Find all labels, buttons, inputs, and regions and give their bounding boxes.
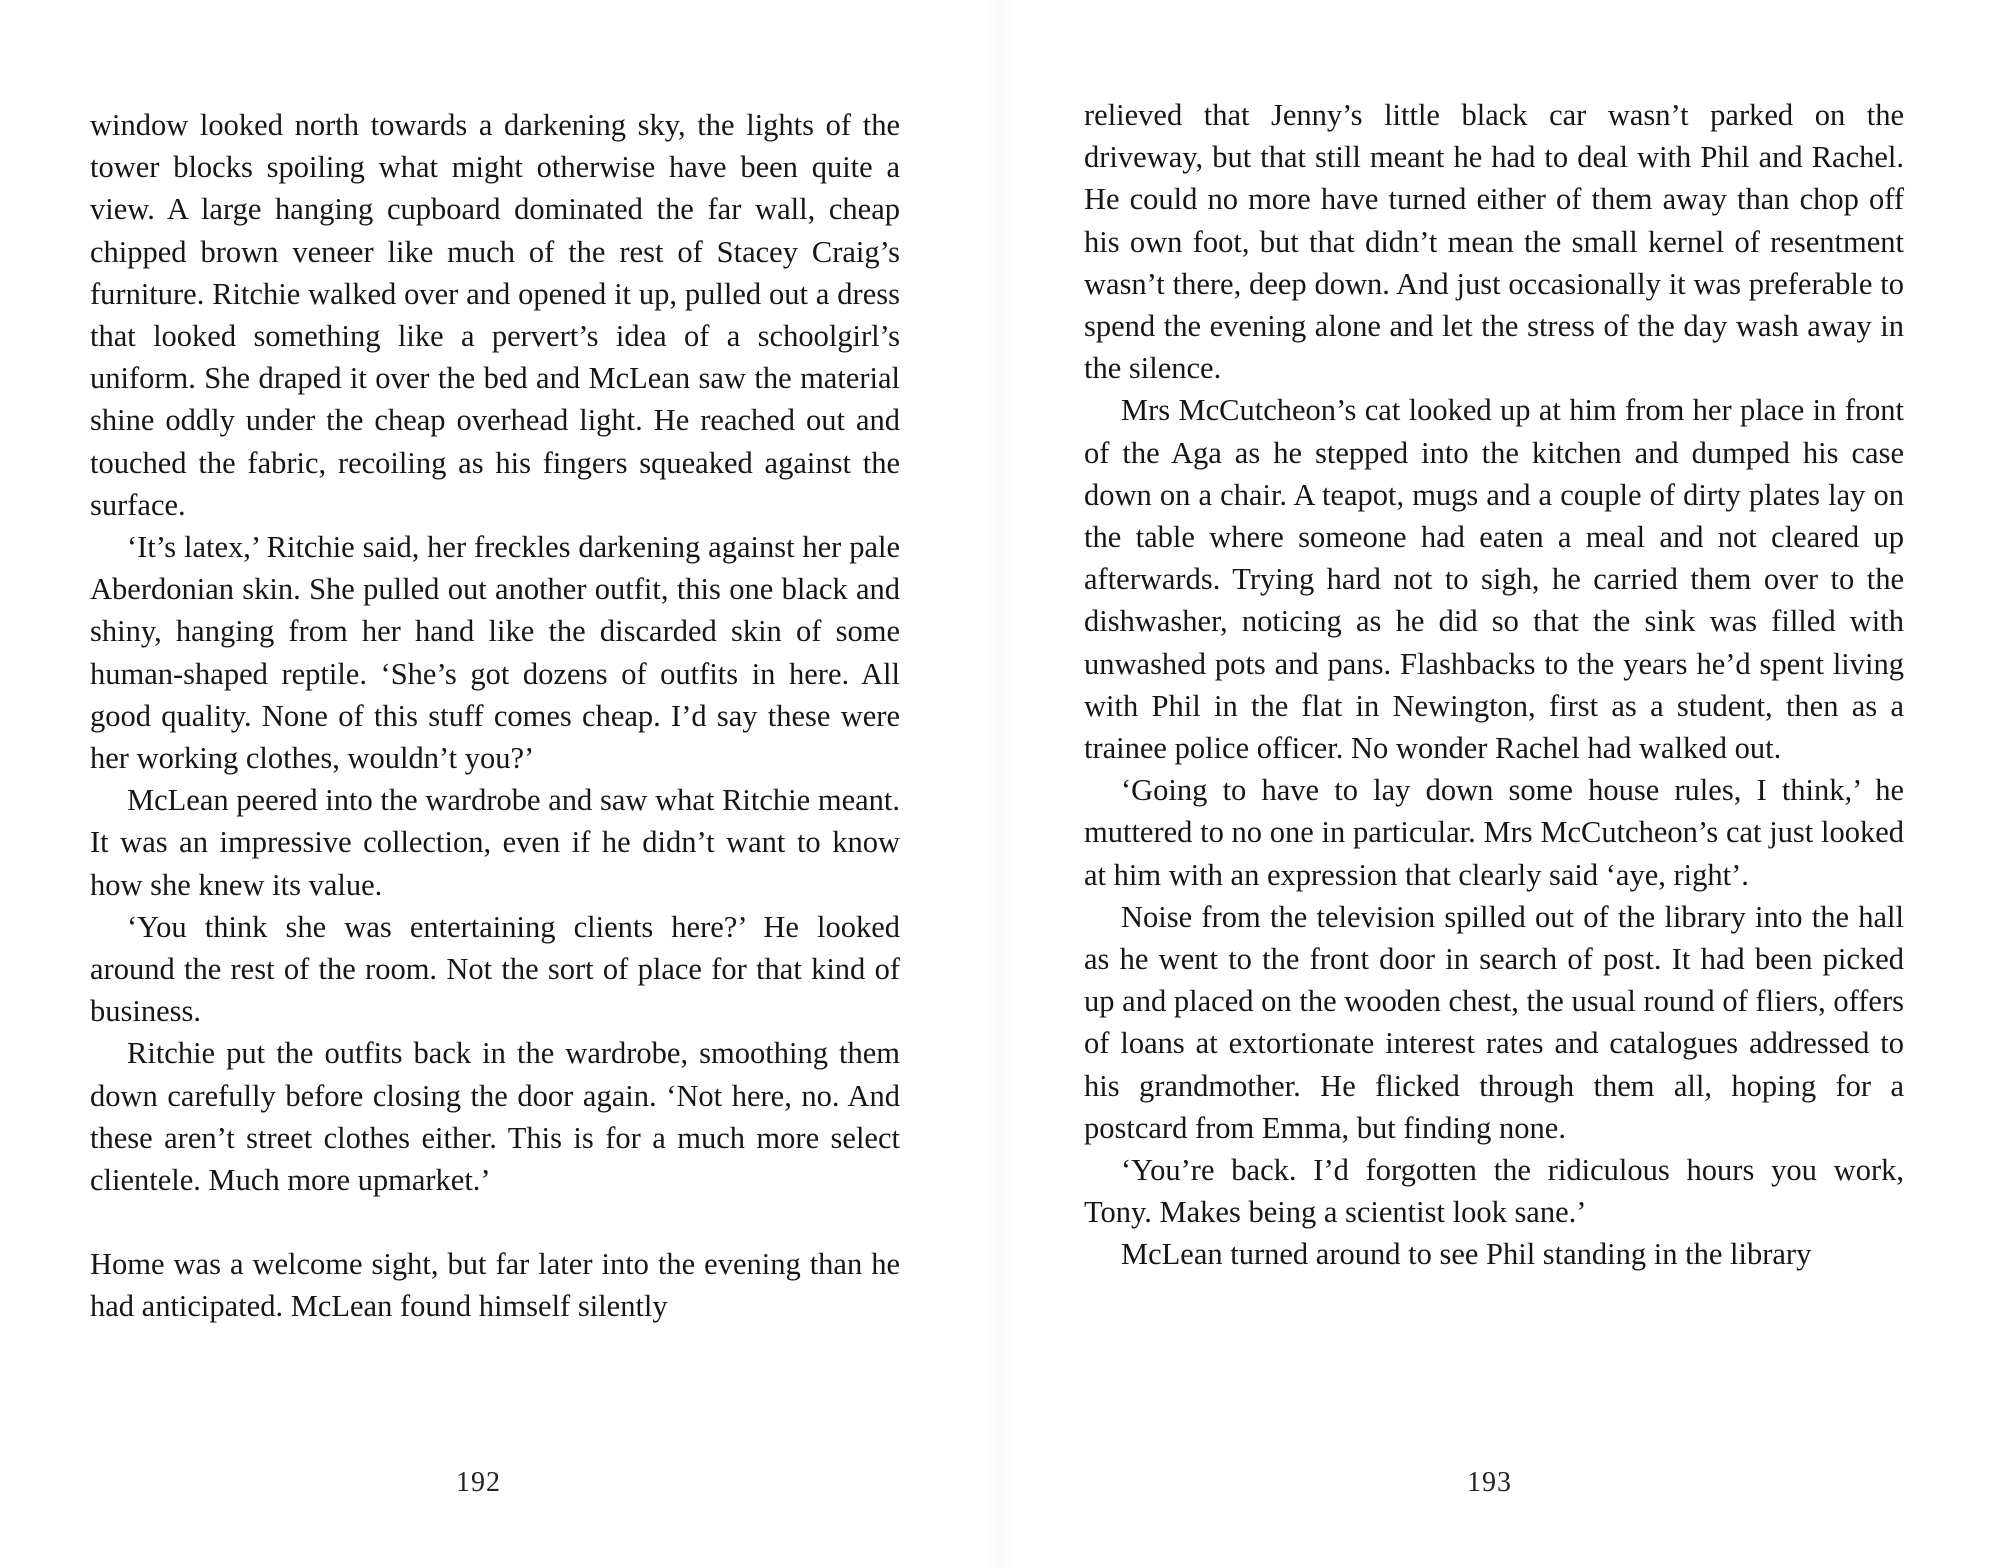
paragraph: McLean turned around to see Phil standing in the library — [1121, 1237, 1812, 1272]
page-number-right: 193 — [1467, 1467, 1512, 1498]
paragraph: Home was a welcome sight, but far later into the evening than he had anticipated. McLean found himself silently — [90, 1247, 900, 1324]
paragraph: Mrs McCutcheon’s cat looked up at him from her place in front of the Aga as he stepped into the kitchen and dumped his case down on a chair. A teapot, mugs and a couple of dirty plates lay on the table where someone had eaten a meal and not cleared up afterwards. Trying hard not to sigh, he carried them over to the dishwasher, noticing as he did so that the sink was filled with unwashed pots and pans. Flashbacks to the years he’d spent living with Phil in the flat in Newington, first as a student, then as a trainee police officer. No wonder Rachel had walked out. — [1084, 393, 1904, 766]
gutter — [985, 0, 1015, 1568]
left-page — [90, 104, 900, 1328]
paragraph: window looked north towards a darkening sky, the lights of the tower blocks spoiling what might otherwise have been quite a view. A large hanging cupboard dominated the far wall, cheap chipped brown veneer like much of the rest of Stacey Craig’s furniture. Ritchie walked over and opened it up, pulled out a dress that looked something like a pervert’s idea of a schoolgirl’s uniform. She draped it over the bed and McLean saw the material shine oddly under the cheap overhead light. He reached out and touched the fabric, recoiling as his fingers squeaked against the surface. — [90, 108, 900, 522]
paragraph: Noise from the television spilled out of the library into the hall as he went to the front door in search of post. It had been picked up and placed on the wooden chest, the usual round of fliers, offers of loans at extortionate interest rates and catalogues addressed to his grandmother. He flicked through them all, hoping for a postcard from Emma, but finding none. — [1084, 899, 1904, 1145]
paragraph: McLean peered into the wardrobe and saw what Ritchie meant. It was an impressive collection, even if he didn’t want to know how she knew its value. — [90, 783, 900, 902]
section-break — [90, 1201, 900, 1243]
page-number-left: 192 — [456, 1467, 501, 1498]
paragraph: ‘You’re back. I’d forgotten the ridiculous hours you work, Tony. Makes being a scientist look sane.’ — [1084, 1153, 1904, 1230]
paragraph: ‘It’s latex,’ Ritchie said, her freckles darkening against her pale Aberdonian skin. She pulled out another outfit, this one black and shiny, hanging from her hand like the discarded skin of some human-shaped reptile. ‘She’s got dozens of outfits in here. All good quality. None of this stuff comes cheap. I’d say these were her working clothes, wouldn’t you?’ — [90, 530, 900, 776]
paragraph: ‘Going to have to lay down some house rules, I think,’ he muttered to no one in particular. Mrs McCutcheon’s cat just looked at him with an expression that clearly said ‘aye, right’. — [1084, 773, 1904, 892]
right-page — [1084, 94, 1904, 1276]
paragraph: Ritchie put the outfits back in the wardrobe, smoothing them down carefully before closing the door again. ‘Not here, no. And these aren’t street clothes either. This is for a much more select clientele. Much more upmarket.’ — [90, 1036, 900, 1198]
paragraph: relieved that Jenny’s little black car wasn’t parked on the driveway, but that still meant he had to deal with Phil and Rachel. He could no more have turned either of them away than chop off his own foot, but that didn’t mean the small kernel of resentment wasn’t there, deep down. And just occasionally it was preferable to spend the evening alone and let the stress of the day wash away in the silence. — [1084, 98, 1904, 386]
paragraph: ‘You think she was entertaining clients here?’ He looked around the rest of the room. Not the sort of place for that kind of business. — [90, 909, 900, 1029]
